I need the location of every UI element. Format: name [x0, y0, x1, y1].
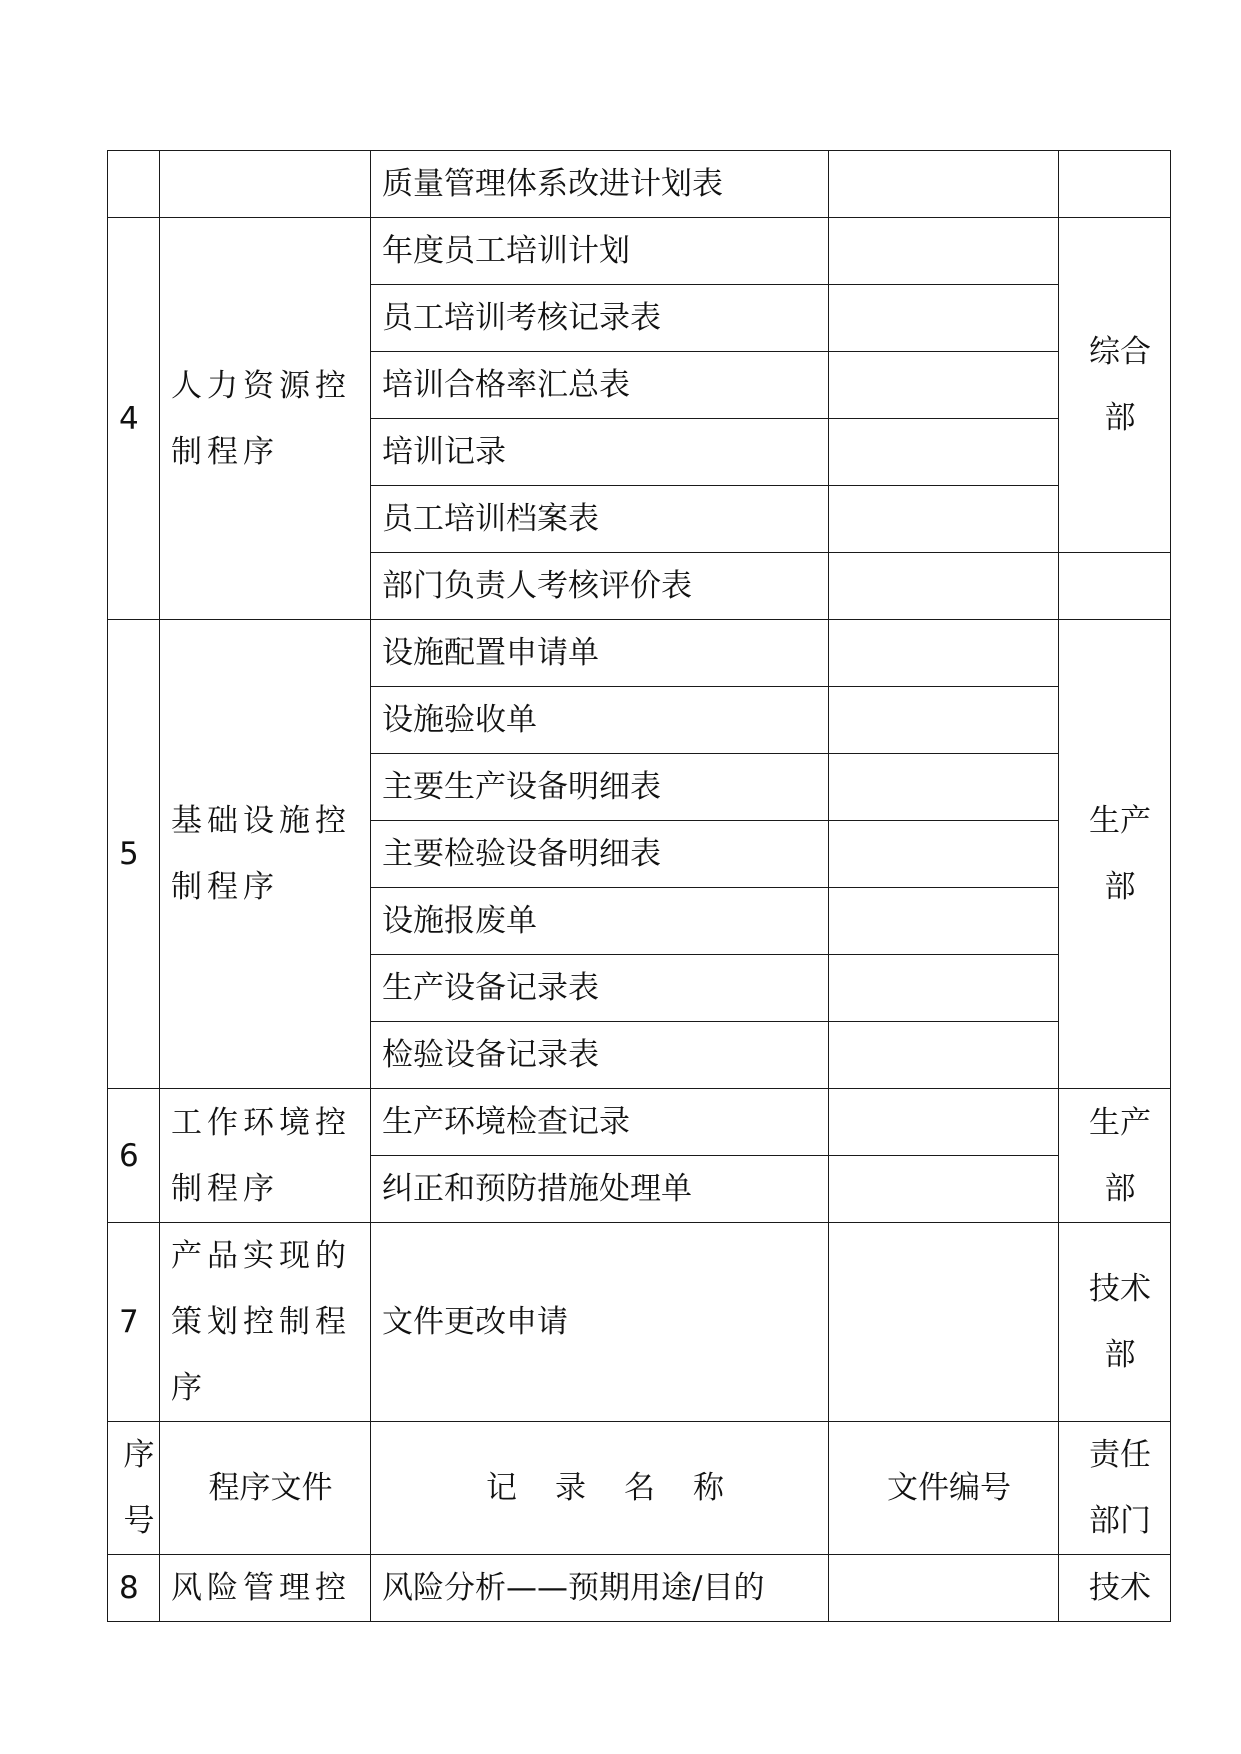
no-cell: 6 [108, 1089, 160, 1223]
table-header-row [108, 1422, 1171, 1555]
file-no-cell [829, 754, 1059, 821]
record-cell: 生产设备记录表 [371, 955, 829, 1022]
no-cell: 7 [108, 1223, 160, 1422]
header-dept-line: 责任 [1089, 1437, 1151, 1473]
header-dept-line: 部门 [1089, 1503, 1151, 1539]
dept-line: 综合 [1089, 334, 1151, 370]
procedure-line: 制程序 [171, 1170, 279, 1207]
record-cell: 主要生产设备明细表 [371, 754, 829, 821]
procedure-line: 制程序 [171, 869, 279, 905]
record-cell: 质量管理体系改进计划表 [371, 151, 829, 218]
file-no-cell [829, 1022, 1059, 1089]
file-no-cell [829, 1223, 1059, 1422]
dept-cell [1059, 620, 1171, 1089]
record-cell: 设施验收单 [371, 687, 829, 754]
procedure-line: 策划控制程 [171, 1304, 351, 1340]
procedure-cell: 风险管理控 [160, 1555, 371, 1622]
file-no-cell [829, 687, 1059, 754]
procedure-line: 基础设施控 [171, 803, 351, 839]
header-no-line: 号 [123, 1503, 155, 1539]
table-row [108, 151, 1171, 218]
header-no-line: 序 [123, 1437, 155, 1473]
header-dept-cell [1059, 1422, 1171, 1555]
procedure-line: 制程序 [171, 433, 279, 470]
table-row [108, 218, 1171, 285]
header-record-name-text: 记录名称 [486, 1470, 762, 1506]
record-cell: 设施配置申请单 [371, 620, 829, 687]
record-cell: 设施报废单 [371, 888, 829, 955]
file-no-cell [829, 1089, 1059, 1156]
header-file-no-cell: 文件编号 [829, 1422, 1059, 1555]
record-cell: 年度员工培训计划 [371, 218, 829, 285]
file-no-cell [829, 1156, 1059, 1223]
record-cell: 培训合格率汇总表 [371, 352, 829, 419]
header-no-cell [108, 1422, 160, 1555]
no-cell: 5 [108, 620, 160, 1089]
table-row [108, 620, 1171, 687]
dept-line: 部 [1104, 400, 1136, 436]
file-no-cell [829, 955, 1059, 1022]
file-no-cell [829, 1555, 1059, 1622]
dept-line: 部 [1104, 869, 1136, 905]
no-cell: 8 [108, 1555, 160, 1622]
procedure-cell [160, 1223, 371, 1422]
procedure-cell [160, 620, 371, 1089]
file-no-cell [829, 553, 1059, 620]
dept-cell [1059, 218, 1171, 553]
file-no-cell [829, 888, 1059, 955]
record-cell: 生产环境检查记录 [371, 1089, 829, 1156]
procedure-line: 产品实现的 [171, 1238, 351, 1274]
procedure-line: 序 [171, 1370, 207, 1406]
procedure-cell [160, 1089, 371, 1223]
file-no-cell [829, 151, 1059, 218]
record-cell: 风险分析——预期用途/目的 [371, 1555, 829, 1622]
file-no-cell [829, 419, 1059, 486]
record-cell: 纠正和预防措施处理单 [371, 1156, 829, 1223]
procedure-line: 工作环境控 [171, 1104, 351, 1141]
no-cell: 4 [108, 218, 160, 620]
dept-line: 部 [1104, 1337, 1136, 1373]
table-row [108, 1555, 1171, 1622]
file-no-cell [829, 620, 1059, 687]
no-cell [108, 151, 160, 218]
header-record-name-cell [371, 1422, 829, 1555]
dept-line: 部 [1104, 1170, 1136, 1207]
file-no-cell [829, 352, 1059, 419]
record-cell: 培训记录 [371, 419, 829, 486]
dept-line: 生产 [1089, 803, 1151, 839]
dept-cell: 技术 [1059, 1555, 1171, 1622]
procedure-cell [160, 218, 371, 620]
procedure-line: 人力资源控 [171, 367, 351, 404]
dept-line: 生产 [1089, 1104, 1151, 1141]
record-cell: 文件更改申请 [371, 1223, 829, 1422]
dept-line: 技术 [1089, 1271, 1151, 1307]
record-cell: 部门负责人考核评价表 [371, 553, 829, 620]
table-row [108, 1089, 1171, 1156]
file-no-cell [829, 218, 1059, 285]
dept-cell [1059, 553, 1171, 620]
header-procedure-cell: 程序文件 [160, 1422, 371, 1555]
record-cell: 主要检验设备明细表 [371, 821, 829, 888]
dept-cell [1059, 1223, 1171, 1422]
dept-cell [1059, 151, 1171, 218]
record-cell: 检验设备记录表 [371, 1022, 829, 1089]
file-no-cell [829, 821, 1059, 888]
file-no-cell [829, 285, 1059, 352]
records-table [107, 150, 1171, 1622]
procedure-cell [160, 151, 371, 218]
dept-cell [1059, 1089, 1171, 1223]
record-cell: 员工培训档案表 [371, 486, 829, 553]
file-no-cell [829, 486, 1059, 553]
table-row [108, 1223, 1171, 1422]
record-cell: 员工培训考核记录表 [371, 285, 829, 352]
